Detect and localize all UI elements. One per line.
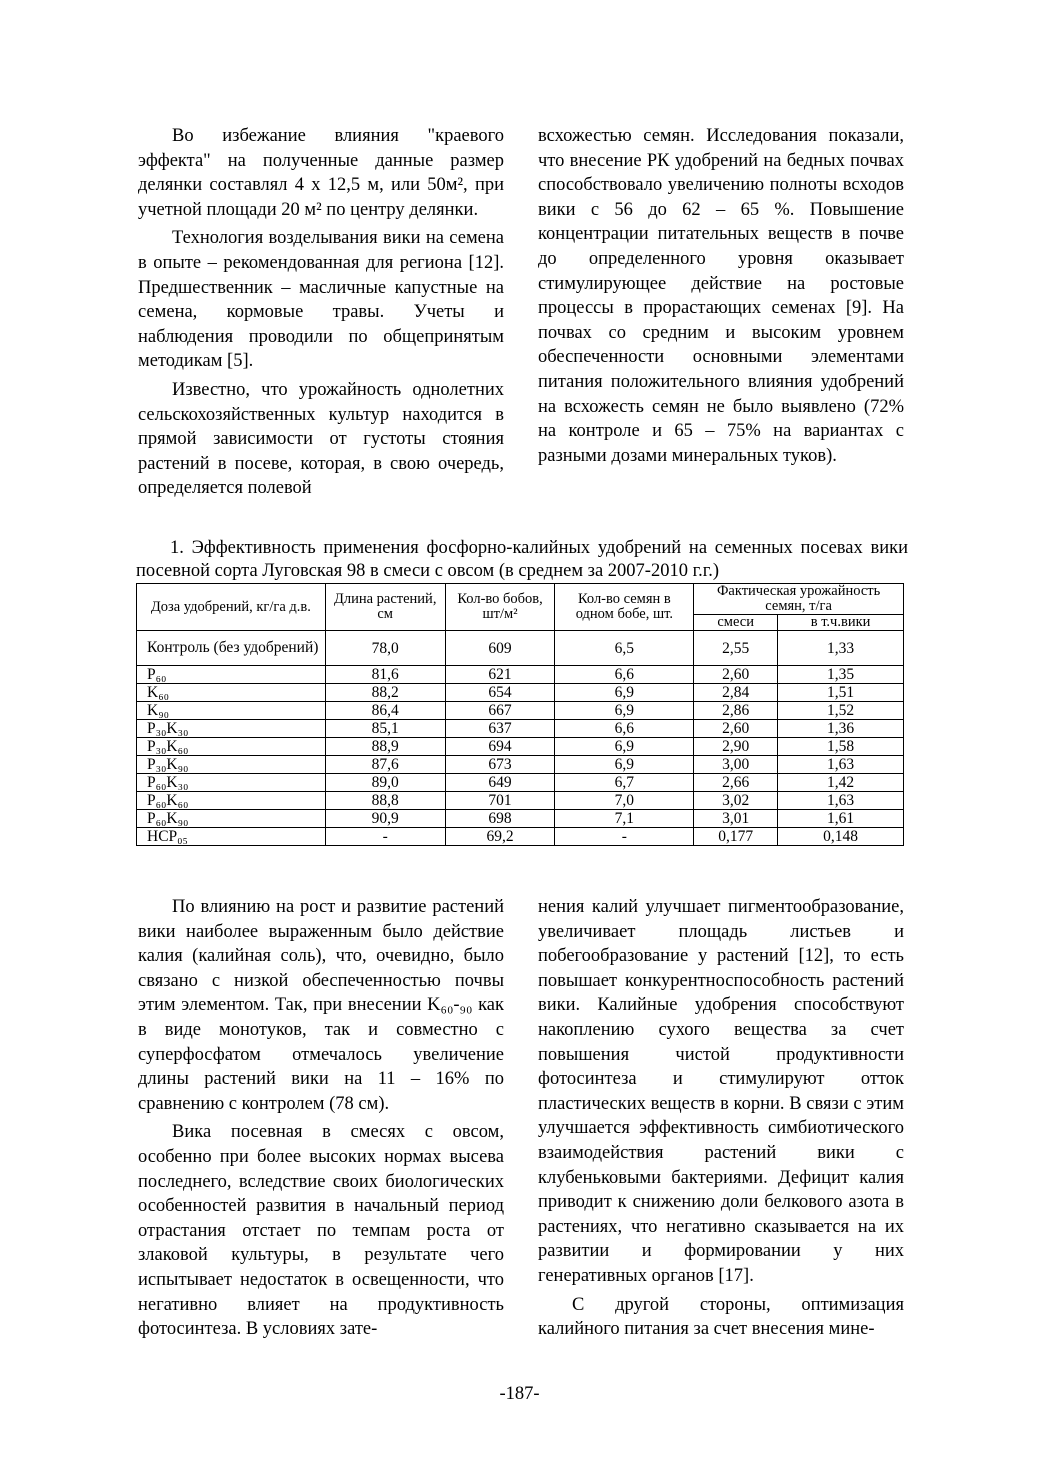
cell-length: - bbox=[325, 828, 445, 846]
cell-beans: 698 bbox=[445, 810, 555, 828]
cell-dose: P₃₀K₆₀ bbox=[137, 738, 326, 756]
header-yield: Фактическая урожайность семян, т/га bbox=[694, 584, 904, 615]
cell-vetch: 0,148 bbox=[778, 828, 904, 846]
table-row bbox=[137, 720, 904, 738]
cell-seeds: 6,6 bbox=[555, 720, 694, 738]
cell-length: 88,9 bbox=[325, 738, 445, 756]
cell-seeds: 6,5 bbox=[555, 631, 694, 666]
cell-mix: 2,55 bbox=[694, 631, 778, 666]
table-row bbox=[137, 828, 904, 846]
cell-vetch: 1,36 bbox=[778, 720, 904, 738]
cell-vetch: 1,63 bbox=[778, 792, 904, 810]
cell-length: 86,4 bbox=[325, 702, 445, 720]
cell-beans: 609 bbox=[445, 631, 555, 666]
page-number: -187- bbox=[499, 1384, 540, 1404]
header-dose: Доза удобрений, кг/га д.в. bbox=[137, 584, 326, 631]
cell-beans: 673 bbox=[445, 756, 555, 774]
table-row bbox=[137, 810, 904, 828]
column-bottom-right bbox=[538, 895, 904, 1342]
cell-vetch: 1,33 bbox=[778, 631, 904, 666]
cell-dose: НСР₀₅ bbox=[137, 828, 326, 846]
yield-table bbox=[136, 583, 904, 846]
table-row bbox=[137, 631, 904, 666]
cell-mix: 2,90 bbox=[694, 738, 778, 756]
cell-mix: 3,00 bbox=[694, 756, 778, 774]
table-caption: 1. Эффективность применения фосфорно-калийных удобрений на семенных посевах вики посевной сорта Луговская 98 в смеси с овсом (в среднем за 2007-2010 г.г.) bbox=[136, 538, 908, 581]
cell-length: 78,0 bbox=[325, 631, 445, 666]
cell-beans: 649 bbox=[445, 774, 555, 792]
column-top-left bbox=[138, 124, 504, 501]
cell-dose: P₆₀K₉₀ bbox=[137, 810, 326, 828]
cell-mix: 3,02 bbox=[694, 792, 778, 810]
table-row bbox=[137, 684, 904, 702]
table-row bbox=[137, 774, 904, 792]
table-row bbox=[137, 738, 904, 756]
cell-vetch: 1,35 bbox=[778, 666, 904, 684]
cell-mix: 2,60 bbox=[694, 666, 778, 684]
cell-seeds: - bbox=[555, 828, 694, 846]
cell-seeds: 7,1 bbox=[555, 810, 694, 828]
column-top-right bbox=[538, 124, 904, 468]
paragraph: Во избежание влияния "краевого эффекта" на полученные данные размер делянки составлял 4 х 12,5 м, или 50м², при учетной площади 20 м² по центру делянки. bbox=[138, 126, 504, 220]
cell-seeds: 6,9 bbox=[555, 738, 694, 756]
cell-beans: 637 bbox=[445, 720, 555, 738]
cell-mix: 2,84 bbox=[694, 684, 778, 702]
cell-length: 81,6 bbox=[325, 666, 445, 684]
cell-dose: K₉₀ bbox=[137, 702, 326, 720]
cell-vetch: 1,42 bbox=[778, 774, 904, 792]
cell-length: 88,2 bbox=[325, 684, 445, 702]
cell-seeds: 6,9 bbox=[555, 756, 694, 774]
cell-length: 87,6 bbox=[325, 756, 445, 774]
cell-mix: 2,66 bbox=[694, 774, 778, 792]
header-beans: Кол-во бобов, шт/м² bbox=[445, 584, 555, 631]
cell-vetch: 1,63 bbox=[778, 756, 904, 774]
cell-seeds: 6,9 bbox=[555, 684, 694, 702]
cell-dose: P₆₀ bbox=[137, 666, 326, 684]
cell-dose: P₆₀K₆₀ bbox=[137, 792, 326, 810]
cell-beans: 654 bbox=[445, 684, 555, 702]
cell-dose: K₆₀ bbox=[137, 684, 326, 702]
cell-mix: 3,01 bbox=[694, 810, 778, 828]
paragraph: По влиянию на рост и развитие растений вики наиболее выраженным было действие калия (калийная соль), что, очевидно, было связано с низкой обеспеченностью почвы этим элементом. Так, при внесении K₆₀-₉₀ как в виде монотуков, так и совместно с суперфосфатом отмечалось увеличение длины растений вики на 11 – 16% по сравнению с контролем (78 см). bbox=[138, 897, 504, 1114]
header-mix: смеси bbox=[694, 615, 778, 631]
cell-vetch: 1,51 bbox=[778, 684, 904, 702]
table-row bbox=[137, 792, 904, 810]
table-row bbox=[137, 702, 904, 720]
cell-dose: P₃₀K₉₀ bbox=[137, 756, 326, 774]
paragraph: Технология возделывания вики на семена в опыте – рекомендованная для региона [12]. Предшественник – масличные капустные на семена, кормовые травы. Учеты и наблюдения проводили по общепринятым методикам [5]. bbox=[138, 228, 504, 372]
cell-dose: P₆₀K₃₀ bbox=[137, 774, 326, 792]
cell-mix: 2,86 bbox=[694, 702, 778, 720]
paragraph: нения калий улучшает пигментообразование, увеличивает площадь листьев и побегообразование у растений [12], то есть повышает конкурентноспособность растений вики. Калийные удобрения способствуют накоплению сухого вещества за счет повышения чистой продуктивности фотосинтеза и стимулируют отток пластических веществ в корни. В связи с этим улучшается эффективность симбиотического взаимодействия растений вики с клубеньковыми бактериями. Дефицит калия приводит к снижению доли белкового азота в растениях, что негативно сказывается на их развитии и формировании у них генеративных органов [17]. bbox=[538, 897, 904, 1286]
paragraph: всхожестью семян. Исследования показали, что внесение РК удобрений на бедных почвах способствовало увеличению полноты всходов вики с 56 до 62 – 65 %. Повышение концентрации питательных веществ в почве до определенного уровня оказывает стимулирующее действие на ростовые процессы в прорастающих семенах [9]. На почвах со средним и высоким уровнем обеспеченности основными элементами питания положительного влияния удобрений на всхожесть семян не было выявлено (72% на контроле и 65 – 75% на вариантах с разными дозами минеральных туков). bbox=[538, 126, 904, 466]
cell-length: 88,8 bbox=[325, 792, 445, 810]
cell-seeds: 6,7 bbox=[555, 774, 694, 792]
cell-length: 89,0 bbox=[325, 774, 445, 792]
cell-beans: 701 bbox=[445, 792, 555, 810]
cell-vetch: 1,61 bbox=[778, 810, 904, 828]
header-vetch: в т.ч.вики bbox=[778, 615, 904, 631]
cell-seeds: 7,0 bbox=[555, 792, 694, 810]
table-row bbox=[137, 666, 904, 684]
cell-length: 90,9 bbox=[325, 810, 445, 828]
cell-dose: Контроль (без удобрений) bbox=[137, 631, 326, 666]
cell-mix: 2,60 bbox=[694, 720, 778, 738]
cell-vetch: 1,52 bbox=[778, 702, 904, 720]
column-bottom-left bbox=[138, 895, 504, 1342]
cell-beans: 69,2 bbox=[445, 828, 555, 846]
cell-beans: 667 bbox=[445, 702, 555, 720]
paragraph: Известно, что урожайность однолетних сельскохозяйственных культур находится в прямой зависимости от густоты стояния растений в посеве, которая, в свою очередь, определяется полевой bbox=[138, 379, 504, 499]
paragraph: С другой стороны, оптимизация калийного питания за счет внесения мине- bbox=[538, 1294, 904, 1340]
cell-dose: P₃₀K₃₀ bbox=[137, 720, 326, 738]
cell-vetch: 1,58 bbox=[778, 738, 904, 756]
cell-beans: 621 bbox=[445, 666, 555, 684]
header-seeds: Кол-во семян в одном бобе, шт. bbox=[555, 584, 694, 631]
cell-seeds: 6,9 bbox=[555, 702, 694, 720]
cell-beans: 694 bbox=[445, 738, 555, 756]
header-length: Длина растений, см bbox=[325, 584, 445, 631]
cell-length: 85,1 bbox=[325, 720, 445, 738]
cell-mix: 0,177 bbox=[694, 828, 778, 846]
cell-seeds: 6,6 bbox=[555, 666, 694, 684]
table-row bbox=[137, 756, 904, 774]
paragraph: Вика посевная в смесях с овсом, особенно при более высоких нормах высева последнего, вследствие своих биологических особенностей развития в начальный период отрастания отстает по темпам роста от злаковой культуры, в результате чего испытывает недостаток в освещенности, что негативно влияет на продуктивность фотосинтеза. В условиях зате- bbox=[138, 1122, 504, 1340]
